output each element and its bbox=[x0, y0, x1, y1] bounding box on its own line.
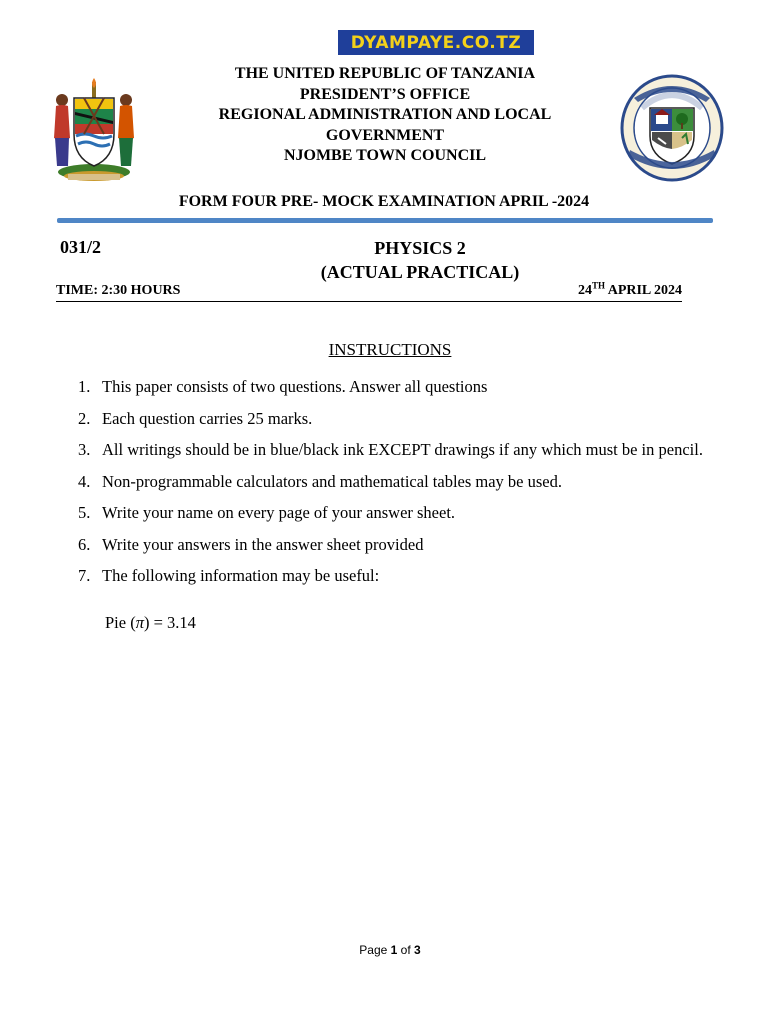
instruction-item bbox=[78, 529, 722, 561]
exam-duration: TIME: 2:30 HOURS bbox=[56, 283, 181, 298]
header-line: THE UNITED REPUBLIC OF TANZANIA bbox=[234, 65, 536, 82]
instruction-item bbox=[78, 497, 722, 529]
instruction-text: Write your name on every page of your answer sheet. bbox=[102, 503, 456, 522]
instruction-text: Write your answers in the answer sheet provided bbox=[102, 534, 424, 554]
instruction-number: 7. bbox=[78, 566, 91, 585]
website-banner-text: DYAMPAYE.CO.TZ bbox=[350, 32, 522, 53]
instruction-number: 3. bbox=[78, 440, 91, 459]
header-line: PRESIDENT’S OFFICE bbox=[299, 85, 471, 103]
page-total: 3 bbox=[414, 943, 421, 957]
subject-title: PHYSICS 2 bbox=[374, 238, 466, 258]
instruction-item bbox=[78, 371, 722, 403]
coat-of-arms-icon bbox=[48, 78, 140, 186]
exam-title: FORM FOUR PRE- MOCK EXAMINATION APRIL -2024 bbox=[178, 193, 590, 210]
pi-value: ) = 3.14 bbox=[144, 613, 196, 632]
subject-subtitle: (ACTUAL PRACTICAL) bbox=[320, 262, 520, 282]
instruction-text: This paper consists of two questions. Answer all questions bbox=[102, 377, 488, 396]
page-current: 1 bbox=[390, 943, 398, 957]
pi-label: Pie ( bbox=[105, 613, 136, 632]
instruction-number: 1. bbox=[78, 377, 91, 396]
subject-block bbox=[280, 236, 560, 284]
page-footer bbox=[0, 943, 768, 957]
instruction-item bbox=[78, 466, 722, 498]
instruction-text: Non-programmable calculators and mathematical tables may be used. bbox=[102, 471, 562, 491]
header-line: REGIONAL ADMINISTRATION AND LOCAL bbox=[218, 106, 552, 123]
instruction-text: The following information may be useful: bbox=[102, 566, 380, 585]
exam-date-month-year: APRIL 2024 bbox=[604, 283, 682, 298]
exam-date-day: 24 bbox=[577, 283, 592, 298]
instruction-item bbox=[78, 560, 722, 592]
instruction-text: Each question carries 25 marks. bbox=[102, 408, 313, 428]
website-banner[interactable] bbox=[338, 30, 534, 55]
instruction-number: 2. bbox=[78, 408, 91, 428]
instructions-heading: INSTRUCTIONS bbox=[328, 340, 452, 359]
pi-symbol: π bbox=[135, 613, 144, 632]
page-word: Page bbox=[359, 943, 391, 957]
instruction-number: 5. bbox=[78, 503, 91, 522]
of-word: of bbox=[397, 943, 415, 957]
instruction-text: All writings should be in blue/black ink EXCEPT drawings if any which must be in pencil. bbox=[102, 440, 703, 459]
exam-date bbox=[577, 280, 682, 299]
council-logo-icon bbox=[620, 74, 724, 182]
instructions-list bbox=[78, 371, 722, 592]
instruction-item bbox=[78, 434, 722, 466]
instruction-number: 6. bbox=[78, 534, 91, 554]
header-divider bbox=[57, 218, 713, 223]
instruction-item bbox=[78, 403, 722, 435]
pi-constant bbox=[105, 613, 196, 633]
instruction-number: 4. bbox=[78, 471, 91, 491]
paper-code: 031/2 bbox=[60, 237, 102, 257]
header-line: NJOMBE TOWN COUNCIL bbox=[283, 147, 487, 164]
header-line: GOVERNMENT bbox=[325, 126, 445, 144]
exam-date-suffix: TH bbox=[591, 280, 605, 291]
issuing-authority-header bbox=[190, 64, 580, 167]
time-date-row bbox=[56, 280, 682, 302]
